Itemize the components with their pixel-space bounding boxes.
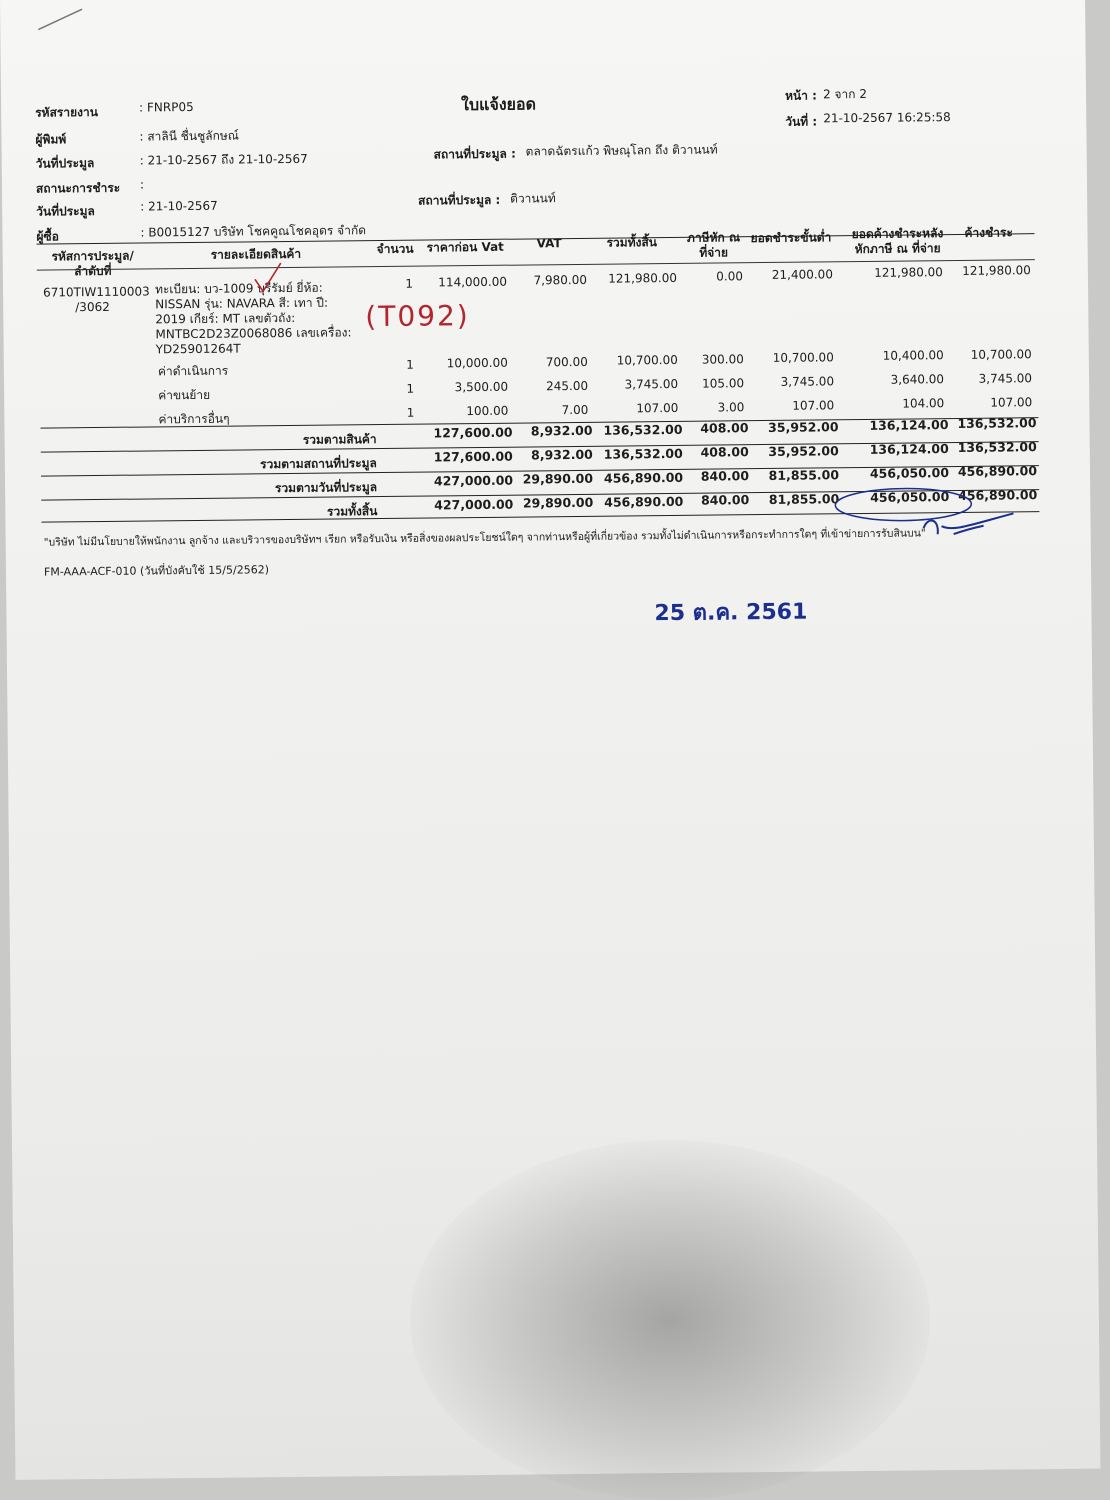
totals-min-pay: 35,952.00	[768, 442, 839, 459]
totals-outstanding: 136,532.00	[957, 439, 1037, 456]
camera-shadow	[410, 1140, 930, 1500]
item-wht: 0.00	[716, 269, 744, 284]
payment-status-value: :	[139, 177, 145, 192]
totals-outstanding: 456,890.00	[958, 487, 1038, 504]
totals-wht: 840.00	[700, 492, 750, 508]
totals-min-pay: 81,855.00	[768, 490, 840, 507]
totals-wht: 408.00	[700, 444, 749, 460]
col-vat-header: VAT	[536, 236, 562, 251]
totals-label: รวมตามสินค้า	[302, 432, 377, 447]
auction-date-label: วันที่ประมูล	[35, 156, 95, 171]
item-description: ทะเบียน: บว-1009 บุรีรัมย์ ยี่ห้อ: NISSAN รุ่น: NAVARA สี: เทา ปี: 2019 เกียร์: MT เลขตัวถัง: MNTBC2D23Z0068086 เลขเครื่อง: YD25901264T	[154, 280, 352, 357]
totals-outstanding: 456,890.00	[957, 463, 1038, 480]
print-date-label: วันที่ :	[785, 114, 818, 129]
fee-name: ค่าดำเนินการ	[157, 363, 229, 379]
auction-date2-value: : 21-10-2567	[140, 198, 218, 214]
totals-wht: 840.00	[700, 468, 750, 484]
fee-vat: 245.00	[545, 378, 589, 394]
totals-outstanding-after: 136,124.00	[869, 441, 949, 457]
totals-outstanding: 136,532.00	[957, 415, 1037, 432]
totals-min-pay: 35,952.00	[768, 418, 839, 435]
totals-vat: 29,890.00	[522, 471, 594, 487]
totals-label: รวมทั้งสิ้น	[326, 504, 378, 519]
item-vat: 7,980.00	[533, 272, 588, 288]
col-qty-header: จำนวน	[376, 241, 414, 257]
totals-total: 456,890.00	[603, 469, 684, 486]
totals-wht: 408.00	[700, 420, 749, 436]
col-total-header: รวมทั้งสิ้น	[606, 235, 658, 250]
totals-label: รวมตามสถานที่ประมูล	[260, 456, 377, 472]
totals-vat: 8,932.00	[531, 447, 593, 463]
item-price: 114,000.00	[438, 274, 508, 290]
fee-wht: 3.00	[717, 399, 745, 415]
fee-name: ค่าบริการอื่นๆ	[158, 411, 230, 427]
totals-price: 127,600.00	[433, 448, 513, 465]
document-title: ใบแจ้งยอด	[461, 94, 537, 115]
item-outstanding-after: 121,980.00	[874, 265, 943, 280]
location-value: ตลาดฉัตรแก้ว พิษณุโลก ถึง ติวานนท์	[525, 142, 718, 159]
fee-name: ค่าขนย้าย	[158, 387, 211, 403]
report-code-label: รหัสรายงาน	[35, 104, 98, 120]
buyer-label: ผู้ซื้อ	[36, 229, 59, 244]
location-label: สถานที่ประมูล :	[433, 146, 516, 162]
item-code: 6710TIW1110003	[42, 284, 150, 300]
handwritten-code-note: (T092)	[365, 299, 470, 334]
payment-status-label: สถานะการชำระ	[35, 180, 121, 196]
red-check-mark	[253, 259, 283, 299]
fee-total: 107.00	[636, 401, 679, 416]
totals-vat: 8,932.00	[530, 423, 593, 439]
totals-total: 136,532.00	[603, 445, 683, 462]
col-code-header: รหัสการประมูล/ ลำดับที่	[51, 248, 134, 279]
fee-qty: 1	[406, 357, 414, 372]
print-date-value: 21-10-2567 16:25:58	[823, 110, 951, 126]
fee-outstanding-after: 10,400.00	[882, 348, 944, 364]
fee-outstanding: 10,700.00	[970, 347, 1032, 362]
item-total: 121,980.00	[608, 270, 678, 286]
fee-vat: 700.00	[545, 354, 588, 370]
form-code: FM-AAA-ACF-010 (วันที่บังคับใช้ 15/5/2562)	[43, 563, 270, 579]
fee-price: 3,500.00	[454, 380, 509, 395]
totals-price: 127,600.00	[433, 424, 513, 441]
location2-label: สถานที่ประมูล :	[418, 192, 501, 208]
fee-outstanding: 107.00	[990, 395, 1033, 410]
fee-price: 10,000.00	[446, 356, 508, 371]
item-seq: /3062	[75, 299, 110, 315]
totals-outstanding-after: 456,050.00	[869, 465, 950, 481]
fee-min-pay: 10,700.00	[772, 350, 834, 365]
item-outstanding: 121,980.00	[962, 263, 1031, 278]
page-value: 2 จาก 2	[822, 86, 868, 102]
fee-wht: 105.00	[701, 375, 745, 391]
totals-outstanding-after: 136,124.00	[869, 417, 949, 433]
col-desc-header: รายละเอียดสินค้า	[210, 246, 302, 262]
totals-outstanding-after: 456,050.00	[870, 489, 950, 505]
fee-vat: 7.00	[561, 402, 589, 417]
col-outstanding-header: ค้างชำระ	[964, 225, 1013, 240]
col-minpay-header: ยอดชำระขั้นต่ำ	[750, 230, 832, 246]
fee-total: 10,700.00	[616, 353, 678, 368]
report-code-value: : FNRP05	[139, 99, 194, 115]
item-minpay: 21,400.00	[771, 267, 833, 282]
fee-qty: 1	[406, 405, 415, 420]
col-price-header: ราคาก่อน Vat	[426, 239, 504, 255]
col-wht-header: ภาษีหัก ณ ที่จ่าย	[686, 230, 741, 260]
printer-value: : สาลินี ชื่นชูลักษณ์	[139, 128, 239, 144]
fee-outstanding: 3,745.00	[978, 371, 1033, 386]
totals-label: รวมตามวันที่ประมูล	[274, 480, 378, 496]
pencil-mark	[36, 5, 86, 36]
fee-qty: 1	[406, 381, 415, 396]
item-qty: 1	[405, 276, 414, 291]
location2-value: ติวานนท์	[510, 191, 556, 206]
disclaimer-text: "บริษัท ไม่มีนโยบายให้พนักงาน ลูกจ้าง และบริวารของบริษัทฯ เรียก หรือรับเงิน หรือสิ่งของผลประโยชน์ใดๆ จากท่านหรือผู้ที่เกี่ยวข้อง รวมทั้งไม่ดำเนินการหรือกระทำการใดๆ ที่เข้าข่ายการรับสินบน"	[43, 527, 926, 549]
buyer-value: : B0015127 บริษัท โชคคูณโชคอุดร จำกัด	[140, 223, 367, 240]
totals-vat: 29,890.00	[522, 495, 594, 511]
auction-date2-label: วันที่ประมูล	[36, 204, 95, 219]
totals-total: 136,532.00	[603, 421, 683, 438]
fee-outstanding-after: 104.00	[902, 396, 945, 411]
fee-price: 100.00	[466, 404, 509, 419]
fee-outstanding-after: 3,640.00	[890, 372, 945, 388]
fee-total: 3,745.00	[624, 377, 679, 392]
fee-wht: 300.00	[701, 351, 744, 367]
auction-date-value: : 21-10-2567 ถึง 21-10-2567	[139, 151, 308, 168]
totals-min-pay: 81,855.00	[768, 466, 840, 483]
totals-price: 427,000.00	[433, 472, 514, 489]
page-label: หน้า :	[784, 88, 817, 103]
printer-label: ผู้พิมพ์	[35, 132, 67, 147]
signature-ink	[823, 471, 1024, 553]
fee-min-pay: 3,745.00	[780, 374, 835, 389]
totals-total: 456,890.00	[604, 493, 684, 510]
handwritten-date: 25 ต.ค. 2561	[654, 599, 808, 627]
col-outstanding-after-header: ยอดค้างชำระหลัง หักภาษี ณ ที่จ่าย	[851, 226, 944, 257]
totals-price: 427,000.00	[434, 496, 514, 513]
fee-min-pay: 107.00	[792, 398, 835, 413]
